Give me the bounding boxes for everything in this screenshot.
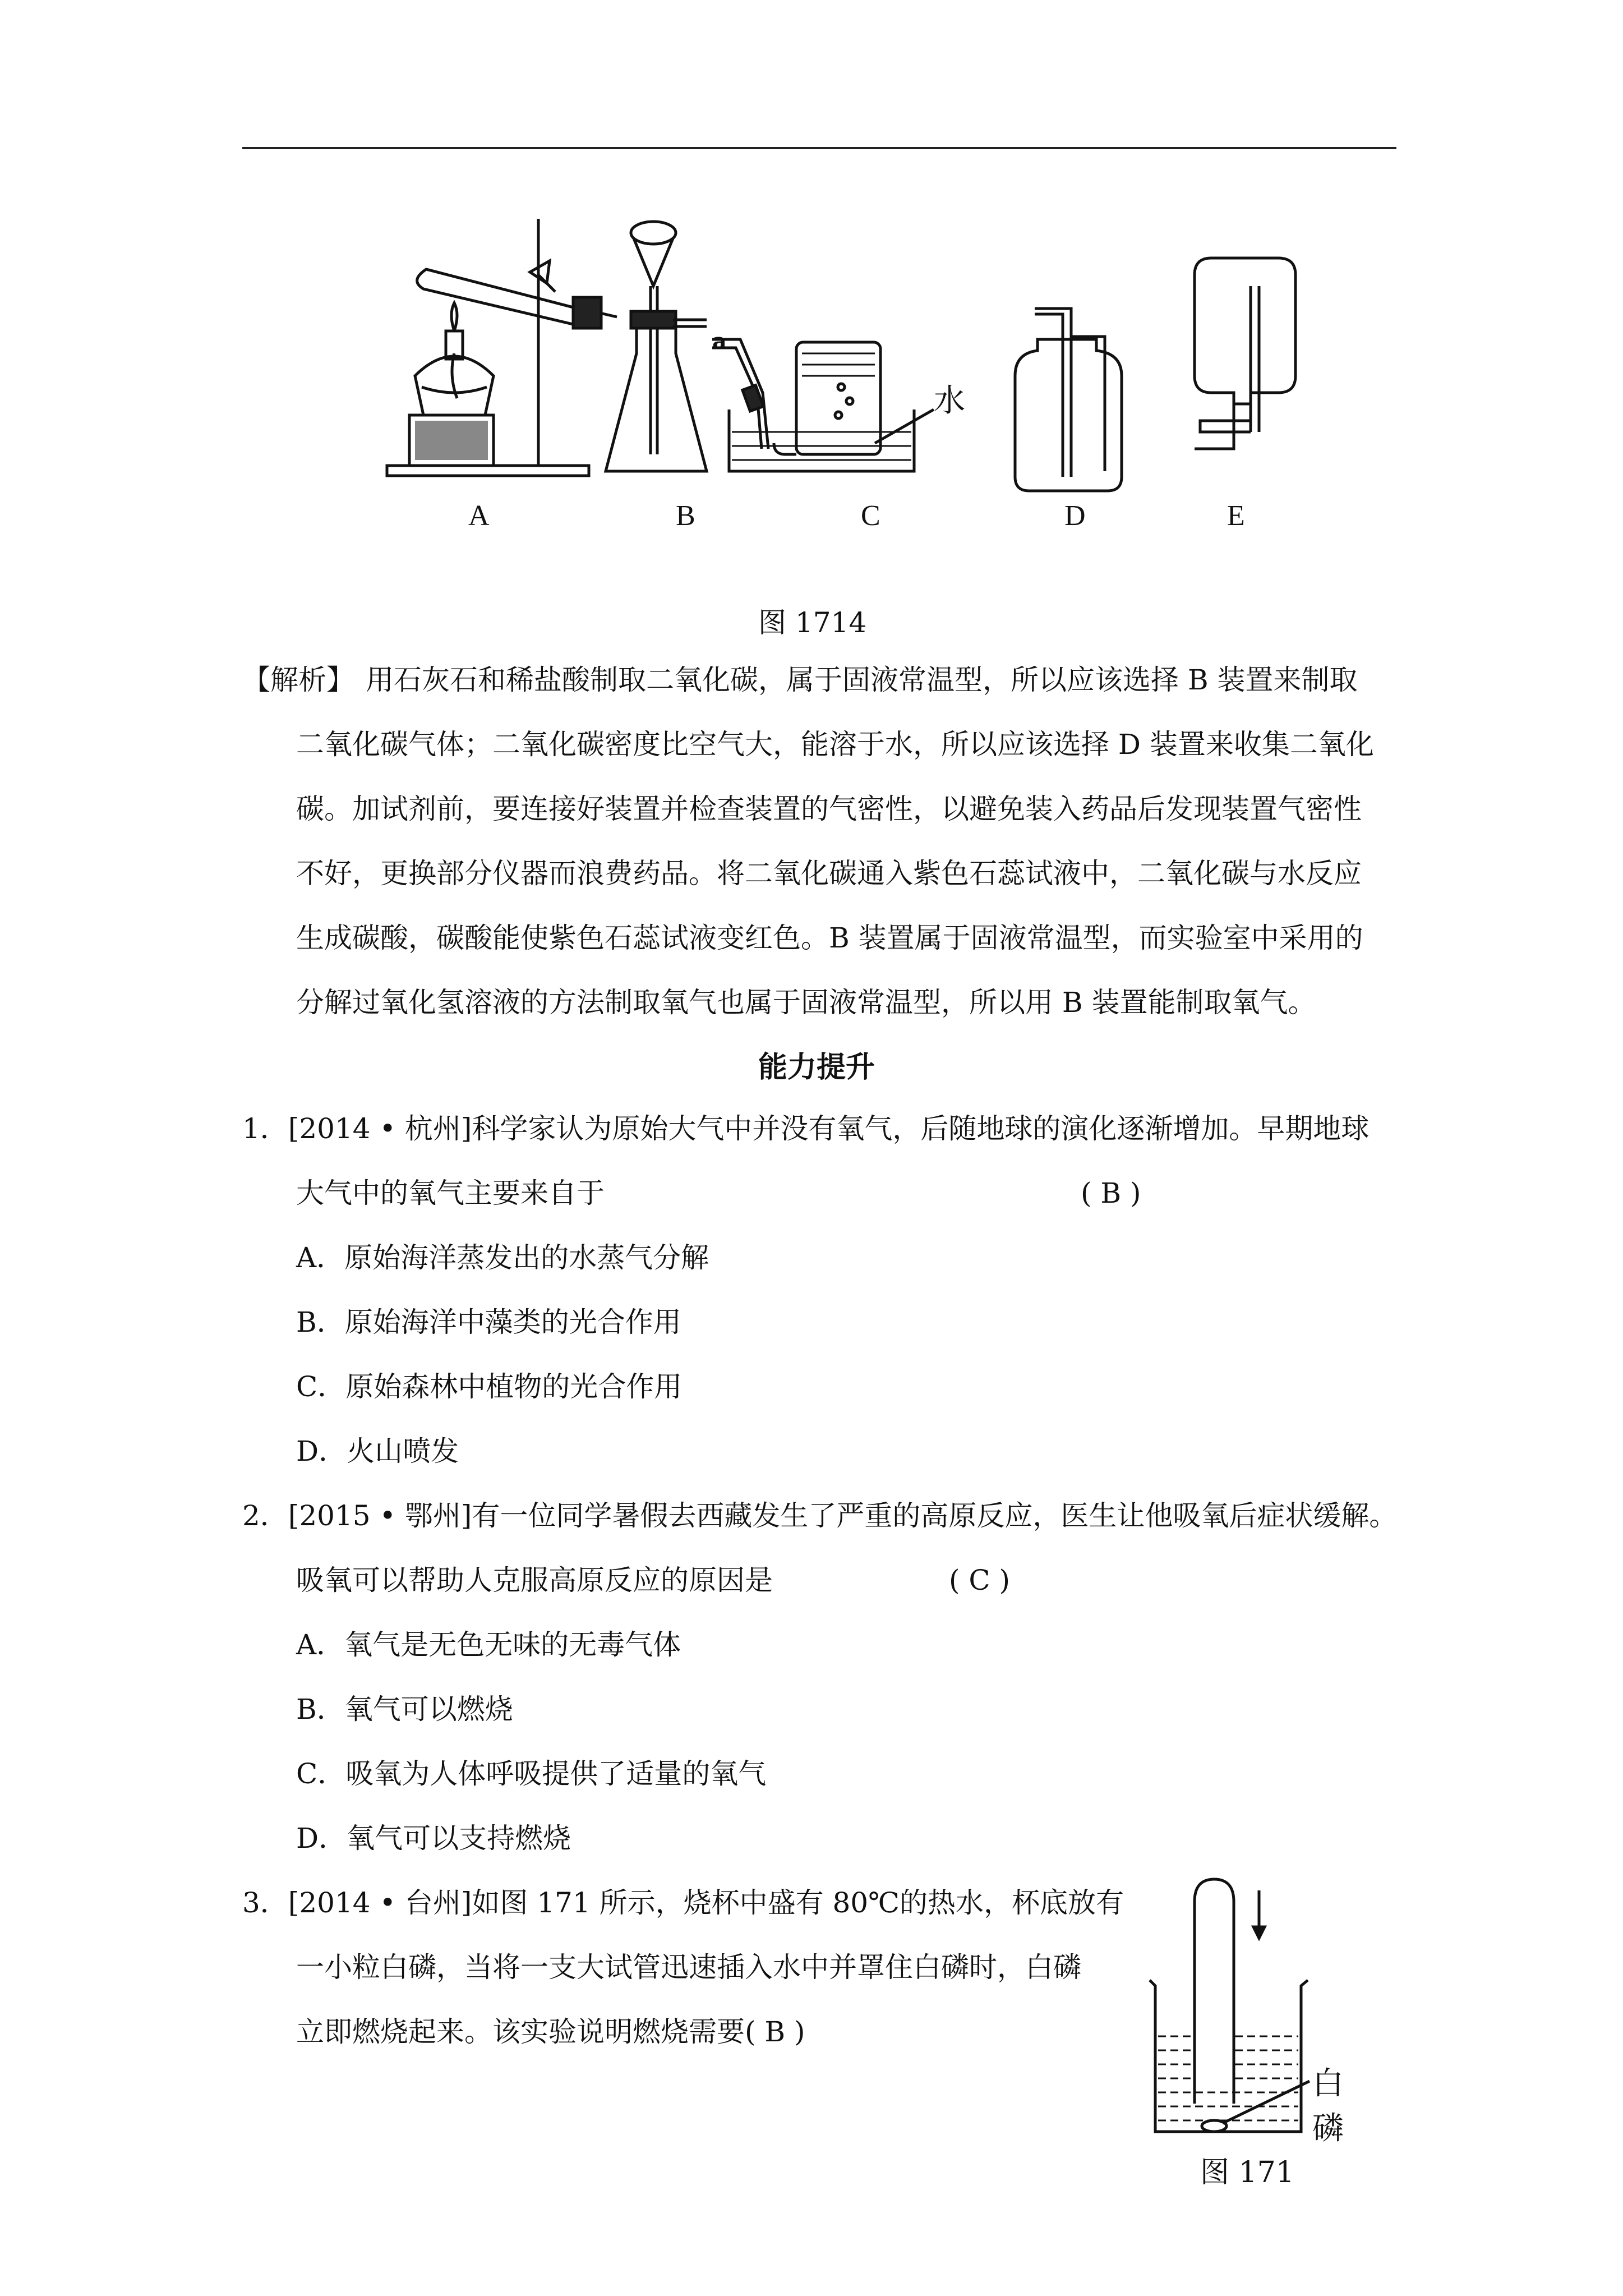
header-rule	[242, 147, 1396, 149]
question-1-line-1: [2014 • 杭州]科学家认为原始大气中并没有氧气，后随地球的演化逐渐增加。早期地球	[288, 1112, 1370, 1145]
apparatus-a-base	[387, 466, 589, 476]
large-test-tube	[1195, 1879, 1234, 2104]
analysis-line-3: 碳。加试剂前，要连接好装置并检查装置的气密性，以避免装入药品后发现装置气密性	[296, 793, 1362, 825]
question-2-line-2: 吸氧可以帮助人克服高原反应的原因是	[296, 1564, 773, 1596]
beaker	[1150, 1980, 1308, 2132]
gas-jar	[796, 342, 880, 454]
question-2	[242, 1484, 1398, 1871]
flask-label-a: a	[712, 328, 727, 355]
beaker-figure	[1133, 1868, 1368, 2205]
question-1-number: 1．	[242, 1112, 288, 1145]
water-trough	[729, 409, 914, 471]
question-2-number: 2．	[242, 1499, 288, 1532]
apparatus-label-a: A	[468, 500, 490, 532]
inverted-bottle	[1195, 258, 1295, 404]
question-2-option-d: D．氧气可以支持燃烧	[296, 1822, 571, 1855]
question-1-option-c: C．原始森林中植物的光合作用	[296, 1370, 683, 1403]
question-1-option-b: B．原始海洋中藻类的光合作用	[296, 1306, 681, 1338]
question-1-answer: ( B )	[1081, 1177, 1141, 1209]
question-2-option-a: A．氧气是无色无味的无毒气体	[296, 1628, 681, 1661]
section-title: 能力提升	[758, 1050, 875, 1084]
analysis-line-2: 二氧化碳气体；二氧化碳密度比空气大，能溶于水，所以应该选择 D 装置来收集二氧化	[296, 728, 1374, 761]
question-2-line-1: [2015 • 鄂州]有一位同学暑假去西藏发生了严重的高原反应，医生让他吸氧后症状缓解。	[288, 1499, 1398, 1532]
question-1-option-a: A．原始海洋蒸发出的水蒸气分解	[296, 1241, 709, 1274]
question-3-line-1: [2014 • 台州]如图 171 所示，烧杯中盛有 80℃的热水，杯底放有	[288, 1887, 1124, 1919]
question-2-option-b: B．氧气可以燃烧	[296, 1693, 513, 1726]
apparatus-label-d: D	[1064, 500, 1086, 532]
analysis-block	[242, 648, 1398, 1035]
analysis-line-4: 不好，更换部分仪器而浪费药品。将二氧化碳通入紫色石蕊试液中，二氧化碳与水反应	[296, 857, 1362, 890]
apparatus-label-c: C	[861, 500, 880, 532]
question-1-line-2: 大气中的氧气主要来自于	[296, 1177, 605, 1209]
question-2-answer: ( C )	[949, 1564, 1011, 1596]
question-3-line-2: 一小粒白磷，当将一支大试管迅速插入水中并罩住白磷时，白磷	[296, 1951, 1081, 1984]
question-1-option-d: D．火山喷发	[296, 1435, 459, 1467]
analysis-line-6: 分解过氧化氢溶液的方法制取氧气也属于固液常温型，所以用 B 装置能制取氧气。	[296, 986, 1316, 1019]
apparatus-diagram	[370, 208, 1324, 600]
funnel-top	[631, 222, 676, 244]
question-3	[242, 1871, 1128, 2064]
apparatus-label-b: B	[676, 500, 695, 532]
figure-caption-1714: 图 1714	[758, 606, 867, 639]
analysis-line-5: 生成碳酸，碳酸能使紫色石蕊试液变红色。B 装置属于固液常温型，而实验室中采用的	[296, 922, 1363, 954]
apparatus-label-e: E	[1227, 500, 1245, 532]
figure-caption-171: 图 171	[1200, 2156, 1294, 2189]
question-3-line-3: 立即燃烧起来。该实验说明燃烧需要( B )	[296, 2016, 805, 2048]
question-1	[242, 1097, 1398, 1484]
water-label: 水	[934, 383, 965, 419]
white-phosphorus-label: 白磷	[1312, 2065, 1344, 2147]
question-2-option-c: C．吸氧为人体呼吸提供了适量的氧气	[296, 1757, 767, 1790]
apparatus-figure	[370, 208, 1324, 600]
analysis-tag: 【解析】	[242, 664, 354, 696]
down-arrow-icon	[1253, 1927, 1265, 1938]
question-3-number: 3．	[242, 1887, 288, 1919]
test-tube	[417, 269, 582, 325]
analysis-line-1: 用石灰石和稀盐酸制取二氧化碳，属于固液常温型，所以应该选择 B 装置来制取	[366, 664, 1358, 696]
